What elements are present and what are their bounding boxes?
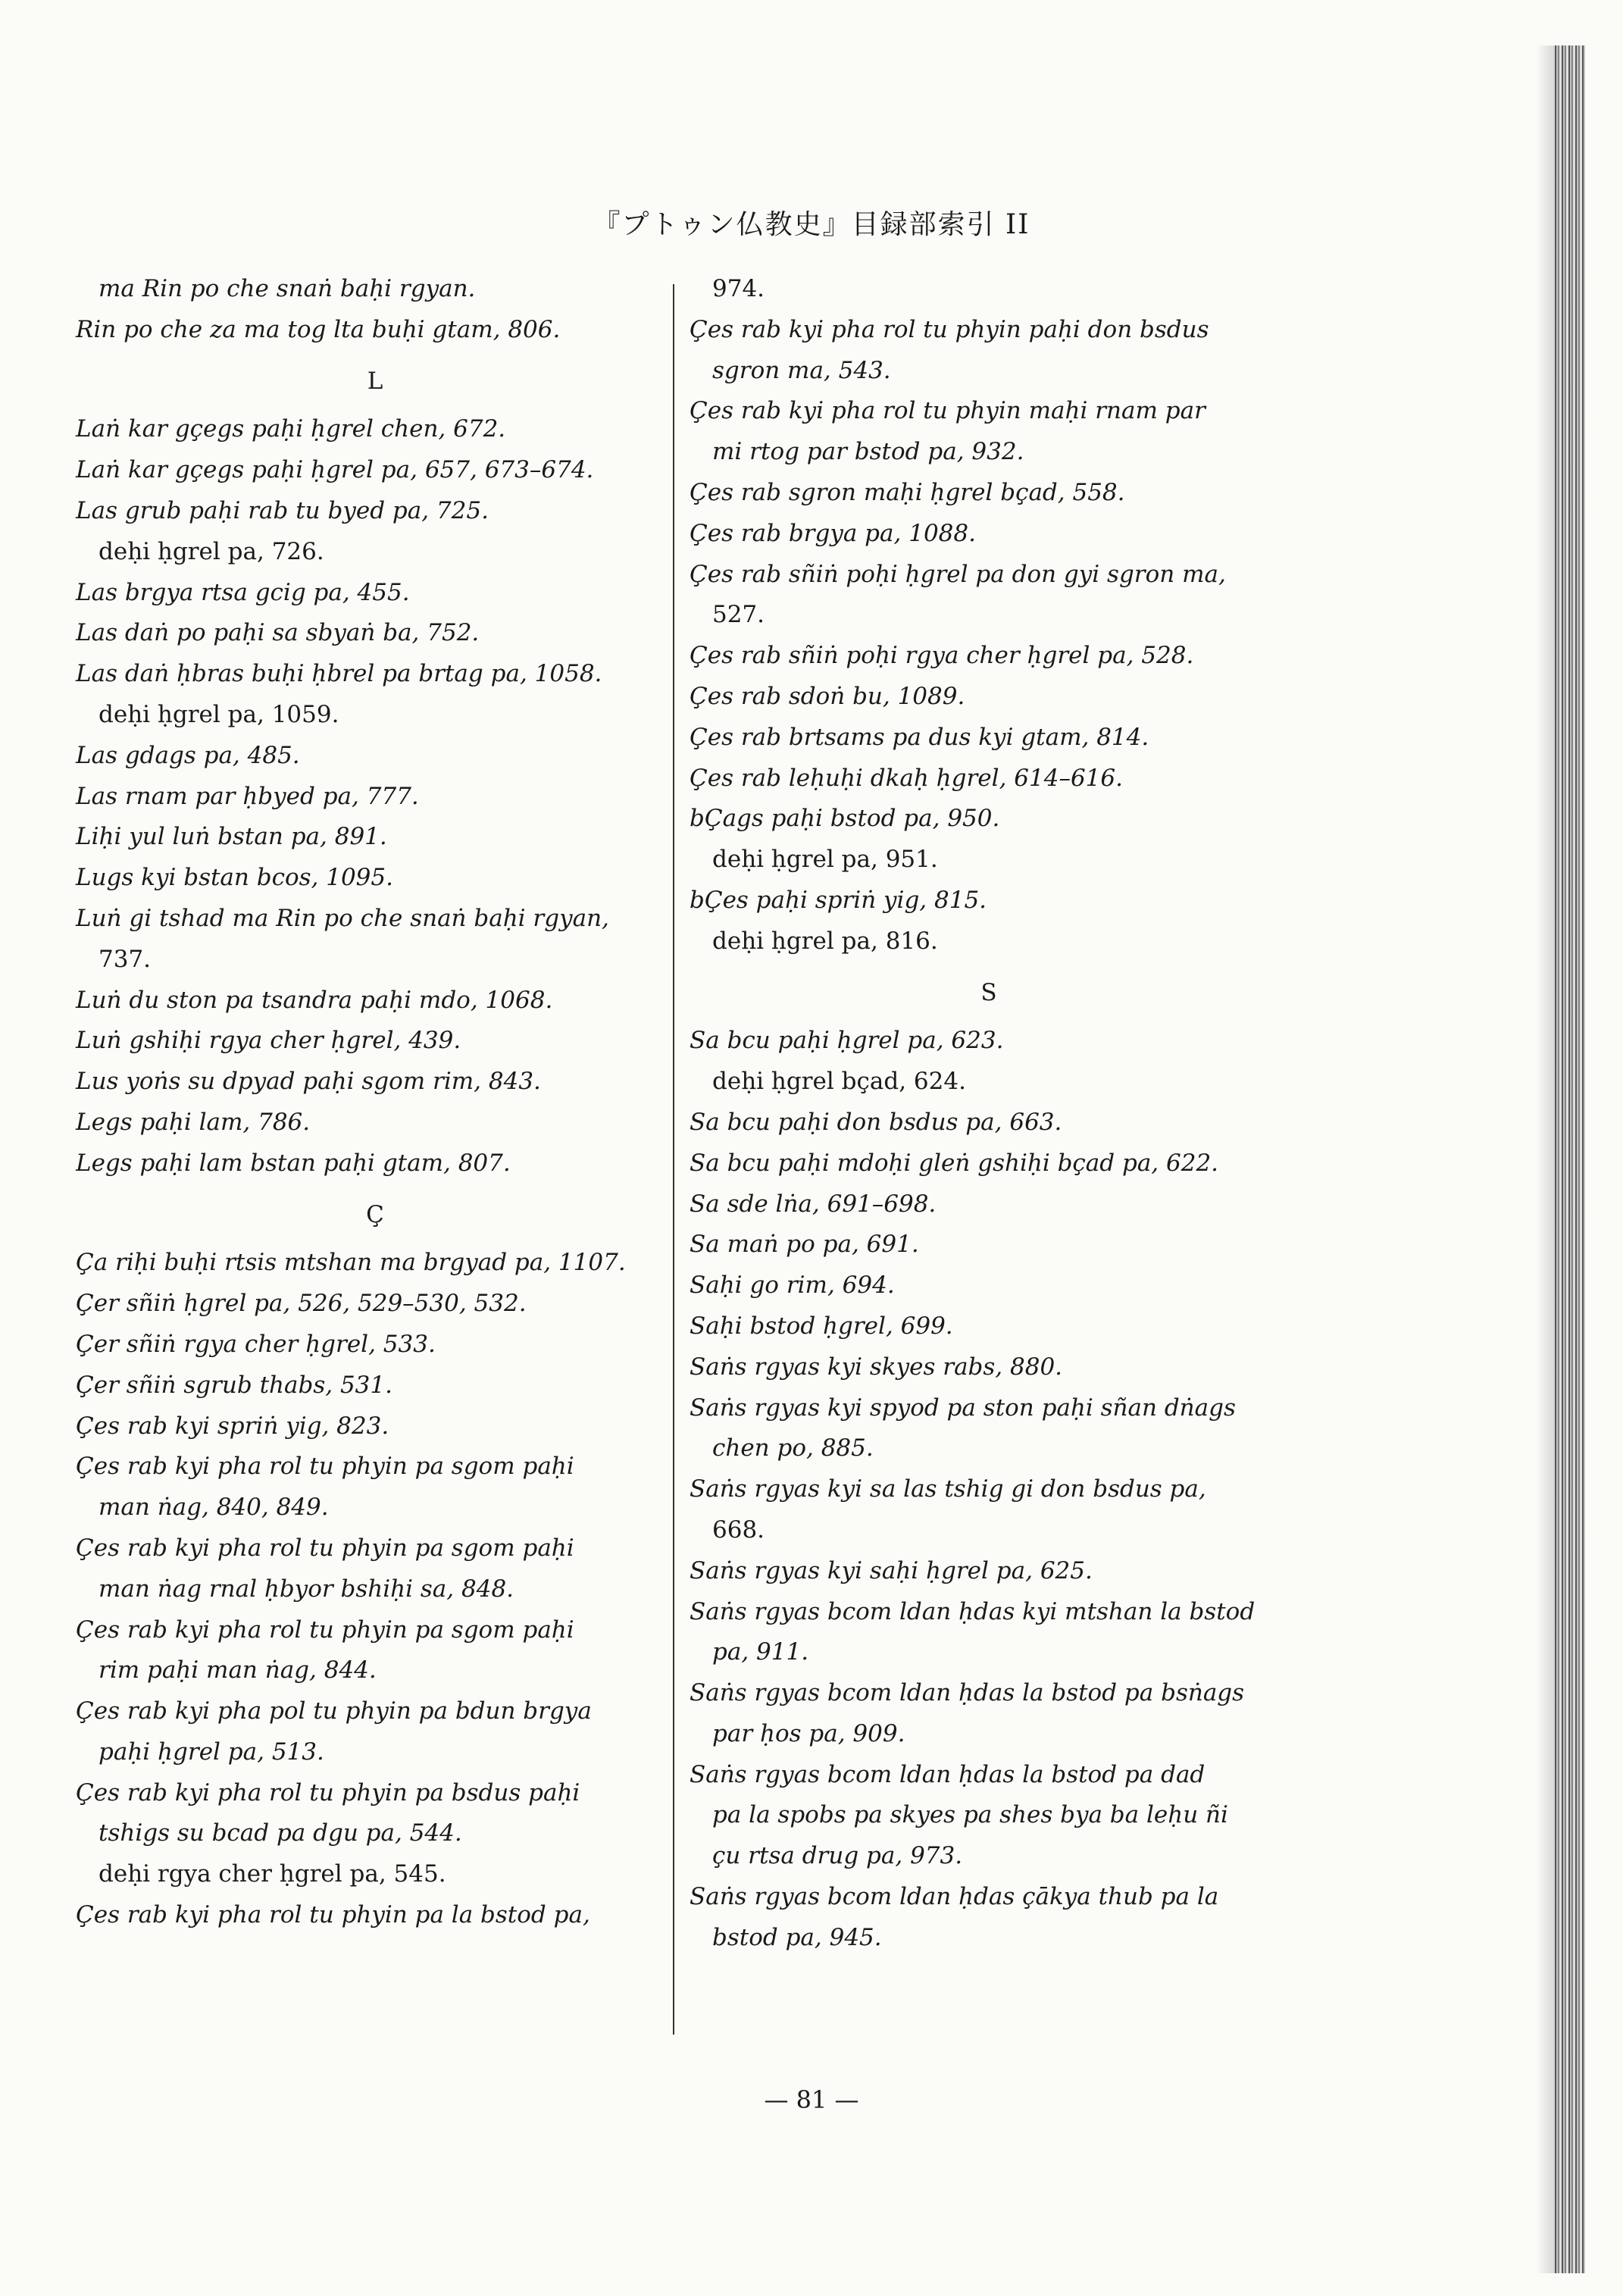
index-entry-line: Saḥi bstod ḥgrel, 699.	[690, 1312, 953, 1340]
index-entry-line: deḥi ḥgrel pa, 951.	[712, 846, 938, 874]
index-entry-line: Laṅ kar gçegs paḥi ḥgrel pa, 657, 673–674.	[76, 456, 594, 484]
index-entry-line: rim paḥi man ṅag, 844.	[99, 1656, 377, 1684]
index-entry-line: chen po, 885.	[712, 1434, 874, 1462]
index-entry-line: Çes rab kyi pha rol tu phyin pa la bstod pa,	[76, 1901, 590, 1929]
index-entry-line: Saṅs rgyas bcom ldan ḥdas kyi mtshan la bstod	[690, 1597, 1256, 1625]
index-entry-line: Ça riḥi buḥi rtsis mtshan ma brgyad pa, 1107.	[76, 1249, 626, 1277]
right-column	[690, 269, 1288, 1959]
index-entry-line: man ṅag, 840, 849.	[99, 1494, 329, 1522]
index-entry-line: Laṅ kar gçegs paḥi ḥgrel chen, 672.	[76, 415, 506, 443]
left-column	[76, 269, 674, 1936]
index-entry-line: Çes rab kyi pha rol tu phyin pa sgom paḥi	[76, 1534, 574, 1562]
index-entry-line: Çes rab kyi spriṅ yig, 823.	[76, 1412, 389, 1440]
index-entry-line: Luṅ du ston pa tsandra paḥi mdo, 1068.	[76, 986, 553, 1014]
index-entry-line: mi rtog par bstod pa, 932.	[712, 438, 1024, 466]
index-entry-line: deḥi ḥgrel pa, 816.	[712, 927, 938, 955]
index-entry-line: pa, 911.	[712, 1638, 809, 1666]
binding-shadow	[1537, 45, 1555, 2273]
index-entry-line: Legs paḥi lam bstan paḥi gtam, 807.	[76, 1149, 511, 1177]
index-entry-line: Las rnam par ḥbyed pa, 777.	[76, 782, 419, 810]
page-number: — 81 —	[764, 2085, 859, 2114]
index-entry-line: Çes rab brtsams pa dus kyi gtam, 814.	[690, 723, 1149, 751]
index-entry-line: paḥi ḥgrel pa, 513.	[99, 1738, 324, 1766]
index-entry-line: Lugs kyi bstan bcos, 1095.	[76, 864, 393, 892]
index-entry-line: Saṅs rgyas bcom ldan ḥdas la bstod pa dad	[690, 1760, 1206, 1788]
index-entry-line: Çes rab brgya pa, 1088.	[690, 519, 976, 547]
index-entry-line: man ṅag rnal ḥbyor bshiḥi sa, 848.	[99, 1575, 514, 1603]
index-entry-line: Luṅ gshiḥi rgya cher ḥgrel, 439.	[76, 1027, 461, 1055]
index-entry-line: Çer sñiṅ sgrub thabs, 531.	[76, 1371, 392, 1399]
index-entry-line: Luṅ gi tshad ma Rin po che snaṅ baḥi rgyan,	[76, 904, 609, 932]
column-divider	[673, 284, 674, 2035]
index-entry-line: sgron ma, 543.	[712, 356, 891, 384]
index-entry-line: Sa sde lṅa, 691–698.	[690, 1190, 937, 1218]
index-entry-line: 737.	[99, 945, 152, 973]
index-entry-line: 668.	[712, 1516, 765, 1544]
index-entry-line: Legs paḥi lam, 786.	[76, 1108, 311, 1136]
index-entry-line: Lus yoṅs su dpyad paḥi sgom rim, 843.	[76, 1068, 541, 1096]
index-entry-line: Çes rab kyi pha rol tu phyin pa sgom paḥi	[76, 1616, 574, 1644]
index-entry-line: Çes rab kyi pha rol tu phyin maḥi rnam par	[690, 397, 1206, 425]
index-entry-line: Las grub paḥi rab tu byed pa, 725.	[76, 496, 489, 524]
index-entry-line: Sa bcu paḥi ḥgrel pa, 623.	[690, 1027, 1004, 1055]
index-entry-line: bÇes paḥi spriṅ yig, 815.	[690, 886, 987, 914]
index-entry-line: Saṅs rgyas kyi saḥi ḥgrel pa, 625.	[690, 1556, 1093, 1584]
index-entry-line: Çes rab sdoṅ bu, 1089.	[690, 682, 965, 710]
section-letter: S	[980, 978, 997, 1006]
index-entry-line: Çes rab kyi pha rol tu phyin paḥi don bsdus	[690, 315, 1209, 343]
index-entry-line: tshigs su bcad pa dgu pa, 544.	[99, 1819, 462, 1847]
index-entry-line: Çer sñiṅ rgya cher ḥgrel, 533.	[76, 1330, 436, 1358]
section-letter: L	[367, 367, 383, 395]
index-entry-line: Sa maṅ po pa, 691.	[690, 1231, 919, 1259]
section-letter: Ç	[366, 1200, 384, 1228]
running-header: 『プトゥン仏教史』目録部索引 II	[593, 209, 1030, 240]
index-entry-line: Saṅs rgyas bcom ldan ḥdas çākya thub pa la	[690, 1883, 1219, 1911]
index-entry-line: Rin po che za ma tog lta buḥi gtam, 806.	[76, 315, 561, 343]
index-entry-line: Sa bcu paḥi mdoḥi gleṅ gshiḥi bçad pa, 622.	[690, 1149, 1219, 1177]
index-entry-line: bÇags paḥi bstod pa, 950.	[690, 805, 1000, 833]
index-entry-line: Saṅs rgyas kyi skyes rabs, 880.	[690, 1353, 1063, 1381]
index-entry-line: Sa bcu paḥi don bsdus pa, 663.	[690, 1108, 1062, 1136]
index-entry-line: deḥi ḥgrel bçad, 624.	[712, 1068, 966, 1096]
index-entry-line: Las gdags pa, 485.	[76, 741, 300, 769]
index-entry-line: 527.	[712, 601, 765, 629]
index-entry-line: Liḥi yul luṅ bstan pa, 891.	[76, 823, 387, 851]
book-spine-edge	[1555, 45, 1585, 2273]
index-entry-line: Las daṅ po paḥi sa sbyaṅ ba, 752.	[76, 619, 480, 647]
index-entry-line: Çes rab leḥuḥi dkaḥ ḥgrel, 614–616.	[690, 764, 1123, 792]
index-entry-line: deḥi rgya cher ḥgrel pa, 545.	[99, 1860, 446, 1888]
index-entry-line: Saḥi go rim, 694.	[690, 1272, 895, 1300]
index-entry-line: Çes rab sñiṅ poḥi ḥgrel pa don gyi sgron ma,	[690, 560, 1226, 588]
index-entry-line: ma Rin po che snaṅ baḥi rgyan.	[99, 275, 476, 302]
index-entry-line: Saṅs rgyas kyi spyod pa ston paḥi sñan dṅags	[690, 1394, 1236, 1422]
index-entry-line: çu rtsa drug pa, 973.	[712, 1842, 963, 1870]
index-entry-line: Las brgya rtsa gcig pa, 455.	[76, 578, 410, 606]
index-entry-line: Çes rab kyi pha rol tu phyin pa sgom paḥi	[76, 1453, 574, 1481]
index-entry-line: Çes rab sgron maḥi ḥgrel bçad, 558.	[690, 478, 1125, 506]
index-entry-line: 974.	[712, 275, 765, 302]
index-entry-line: Çes rab kyi pha rol tu phyin pa bsdus paḥi	[76, 1778, 580, 1806]
index-entry-line: Saṅs rgyas kyi sa las tshig gi don bsdus pa,	[690, 1475, 1206, 1503]
index-entry-line: pa la spobs pa skyes pa shes bya ba leḥu ñi	[712, 1801, 1228, 1829]
index-entry-line: Çes rab kyi pha pol tu phyin pa bdun brgya	[76, 1697, 592, 1725]
index-entry-line: par ḥos pa, 909.	[712, 1719, 905, 1747]
index-entry-line: deḥi ḥgrel pa, 726.	[99, 537, 324, 565]
index-entry-line: Çes rab sñiṅ poḥi rgya cher ḥgrel pa, 528.	[690, 642, 1194, 670]
index-entry-line: bstod pa, 945.	[712, 1923, 882, 1951]
index-entry-line: Las daṅ ḥbras buḥi ḥbrel pa brtag pa, 1058.	[76, 660, 602, 688]
index-entry-line: Saṅs rgyas bcom ldan ḥdas la bstod pa bsṅags	[690, 1679, 1245, 1707]
index-entry-line: Çer sñiṅ ḥgrel pa, 526, 529–530, 532.	[76, 1290, 527, 1318]
index-entry-line: deḥi ḥgrel pa, 1059.	[99, 700, 339, 728]
